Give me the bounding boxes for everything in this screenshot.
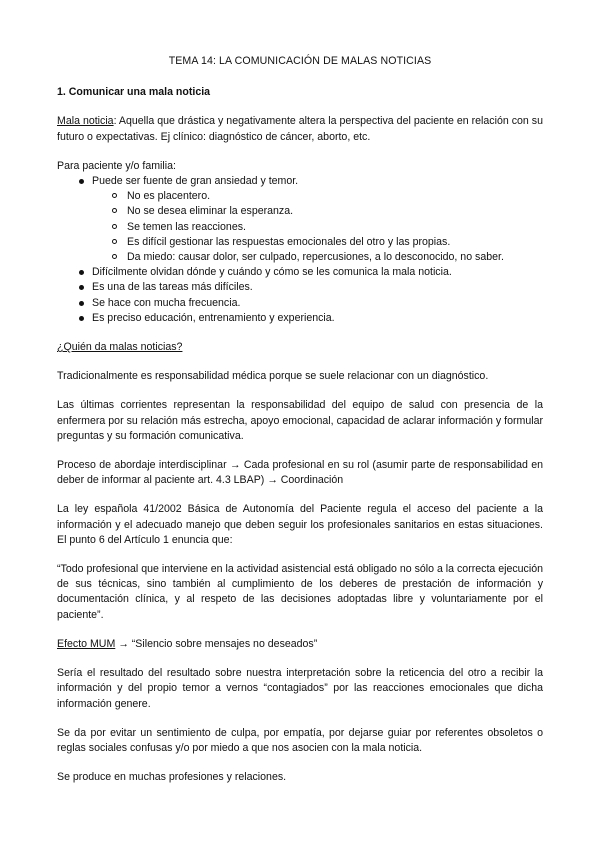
- bullet-list: [57, 174, 543, 326]
- definition-paragraph: [57, 114, 543, 144]
- list-item: Se hace con mucha frecuencia.: [57, 296, 543, 311]
- subsection-heading: ¿Quién da malas noticias?: [57, 341, 183, 354]
- bullet-icon: [79, 270, 84, 275]
- hollow-bullet-icon: [112, 254, 117, 259]
- hollow-bullet-icon: [112, 193, 117, 198]
- definition-term: Mala noticia: [57, 115, 114, 128]
- list-item: Difícilmente olvidan dónde y cuándo y cómo se les comunica la mala noticia.: [57, 265, 543, 280]
- hollow-bullet-icon: [112, 208, 117, 213]
- paragraph: Se produce en muchas profesiones y relaciones.: [57, 771, 287, 784]
- paragraph: La ley española 41/2002 Básica de Autonomía del Paciente regula el acceso del paciente a la información y el adecuado manejo que deben seguir los profesionales sanitarios en estas situaciones. El punto 6 del Artículo 1 enuncia que:: [57, 503, 543, 546]
- hollow-bullet-icon: [112, 224, 117, 229]
- list-item: Es una de las tareas más difíciles.: [57, 280, 543, 295]
- paragraph: Proceso de abordaje interdisciplinar → Cada profesional en su rol (asumir parte de responsabilidad en deber de informar al paciente art. 4.3 LBAP) → Coordinación: [57, 459, 543, 487]
- hollow-bullet-icon: [112, 239, 117, 244]
- paragraph: Sería el resultado del resultado sobre nuestra interpretación sobre la reticencia del otro a recibir la información y del propio temor a vernos “contagiados” por las reacciones emocionales que dicha información genere.: [57, 667, 543, 710]
- list-item: [57, 174, 543, 265]
- section-heading: 1. Comunicar una mala noticia: [57, 86, 211, 99]
- bullet-icon: [79, 179, 84, 184]
- sub-list-item: No es placentero.: [92, 189, 543, 204]
- mum-heading: Efecto MUM → “Silencio sobre mensajes no deseados”: [57, 637, 318, 650]
- sub-list-item: Da miedo: causar dolor, ser culpado, repercusiones, a lo desconocido, no saber.: [92, 250, 543, 265]
- quote-paragraph: “Todo profesional que interviene en la actividad asistencial está obligado no sólo a la correcta ejecución de sus técnicas, sino también al cumplimiento de los deberes de prestación de información y documentación clínica, y al respeto de las decisiones adoptadas libre y voluntariamente por el paciente”.: [57, 563, 543, 621]
- sub-list-item: No se desea eliminar la esperanza.: [92, 204, 543, 219]
- mum-term: Efecto MUM: [57, 637, 116, 650]
- bullet-icon: [79, 301, 84, 306]
- document-title: TEMA 14: LA COMUNICACIÓN DE MALAS NOTICIAS: [168, 55, 432, 67]
- bullet-icon: [79, 285, 84, 290]
- bullet-icon: [79, 316, 84, 321]
- list-item-text: Puede ser fuente de gran ansiedad y temor.: [92, 175, 299, 188]
- sub-list-item: Se temen las reacciones.: [92, 220, 543, 235]
- paragraph: Se da por evitar un sentimiento de culpa, por empatía, por dejarse guiar por referentes obsoletos o reglas sociales confusas y/o por miedo a que nos asocien con la mala noticia.: [57, 726, 543, 754]
- paragraph: Las últimas corrientes representan la responsabilidad del equipo de salud con presencia de la enfermera por su relación más estrecha, apoyo emocional, capacidad de aclarar información y formular preguntas y su formación comunicativa.: [57, 399, 543, 442]
- sub-list-item: Es difícil gestionar las respuestas emocionales del otro y las propias.: [92, 235, 543, 250]
- list-item: Es preciso educación, entrenamiento y experiencia.: [57, 311, 543, 326]
- lead-text: Para paciente y/o familia:: [57, 159, 176, 172]
- definition-text: : Aquella que drástica y negativamente altera la perspectiva del paciente en relación con su futuro o expectativas. Ej clínico: diagnóstico de cáncer, aborto, etc.: [57, 115, 543, 143]
- paragraph: Tradicionalmente es responsabilidad médica porque se suele relacionar con un diagnóstico.: [57, 370, 489, 383]
- sub-bullet-list: [92, 189, 543, 265]
